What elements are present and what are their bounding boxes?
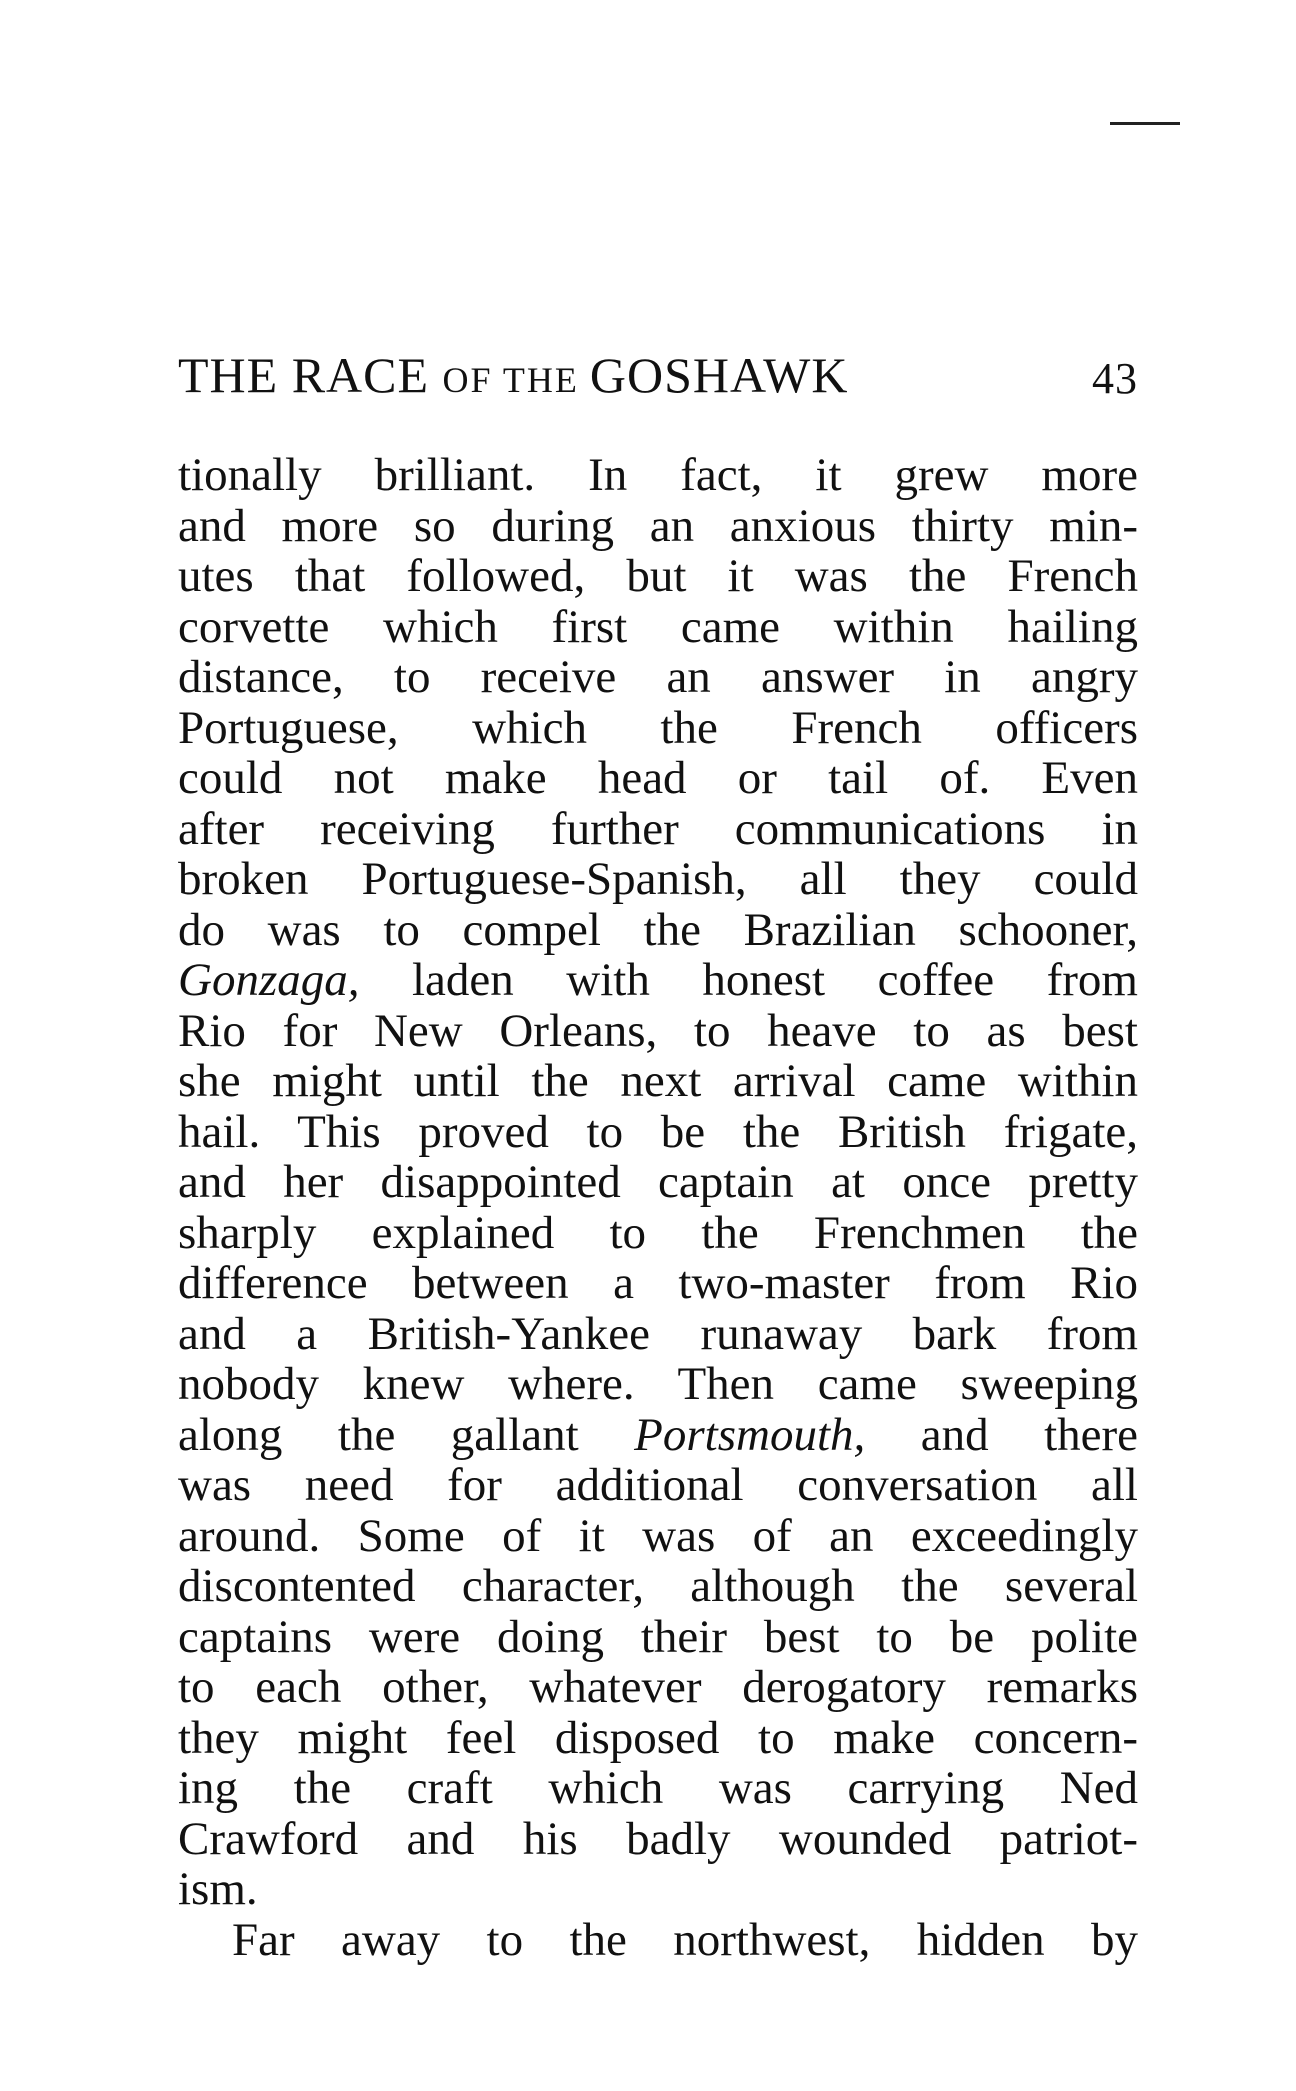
- text-line: Crawford and his badly wounded patriot-: [178, 1813, 1138, 1864]
- header-title-part1: THE RACE: [178, 347, 443, 403]
- text-line: to each other, whatever derogatory remarks: [178, 1662, 1138, 1713]
- text-line: after receiving further communications in: [178, 803, 1138, 854]
- text-line: she might until the next arrival came within: [178, 1056, 1138, 1107]
- text-line: do was to compel the Brazilian schooner,: [178, 904, 1138, 955]
- text-line: broken Portuguese-Spanish, all they could: [178, 854, 1138, 905]
- text-line: sharply explained to the Frenchmen the: [178, 1207, 1138, 1258]
- text-line: and more so during an anxious thirty min-: [178, 500, 1138, 551]
- text-line: tionally brilliant. In fact, it grew more: [178, 450, 1138, 501]
- running-header: [178, 340, 1138, 410]
- text-line: hail. This proved to be the British frigate,: [178, 1106, 1138, 1157]
- text-line: discontented character, although the several: [178, 1561, 1138, 1612]
- text-line: ing the craft which was carrying Ned: [178, 1763, 1138, 1814]
- text-line: was need for additional conversation all: [178, 1460, 1138, 1511]
- body-text: [178, 450, 1138, 1965]
- text-line: and a British-Yankee runaway bark from: [178, 1308, 1138, 1359]
- corner-rule-mark: [1110, 122, 1180, 125]
- text-line: utes that followed, but it was the French: [178, 551, 1138, 602]
- text-line: distance, to receive an answer in angry: [178, 652, 1138, 703]
- text-line-before: along the gallant: [178, 1409, 635, 1460]
- text-line: [178, 955, 1138, 1006]
- text-line: Portuguese, which the French officers: [178, 702, 1138, 753]
- text-line: they might feel disposed to make concern-: [178, 1712, 1138, 1763]
- text-line: could not make head or tail of. Even: [178, 753, 1138, 804]
- header-title-part3: GOSHAWK: [589, 347, 849, 403]
- text-line: difference between a two-master from Rio: [178, 1258, 1138, 1309]
- text-line: and her disappointed captain at once pretty: [178, 1157, 1138, 1208]
- ship-name-italic: Portsmouth,: [634, 1409, 866, 1460]
- text-line-after: and there: [865, 1409, 1138, 1460]
- text-line: Rio for New Orleans, to heave to as best: [178, 1005, 1138, 1056]
- text-line: [178, 1410, 1138, 1461]
- page-number: 43: [1092, 354, 1138, 403]
- text-line: around. Some of it was of an exceedingly: [178, 1510, 1138, 1561]
- text-line: nobody knew where. Then came sweeping: [178, 1359, 1138, 1410]
- text-line: ism.: [178, 1864, 258, 1915]
- text-line: corvette which first came within hailing: [178, 601, 1138, 652]
- text-line: captains were doing their best to be polite: [178, 1611, 1138, 1662]
- text-line-paragraph-start: Far away to the northwest, hidden by: [232, 1914, 1138, 1965]
- text-line-rest: laden with honest coffee from: [359, 955, 1138, 1006]
- ship-name-italic: Gonzaga,: [178, 955, 360, 1006]
- header-title-part2: OF THE: [442, 360, 590, 400]
